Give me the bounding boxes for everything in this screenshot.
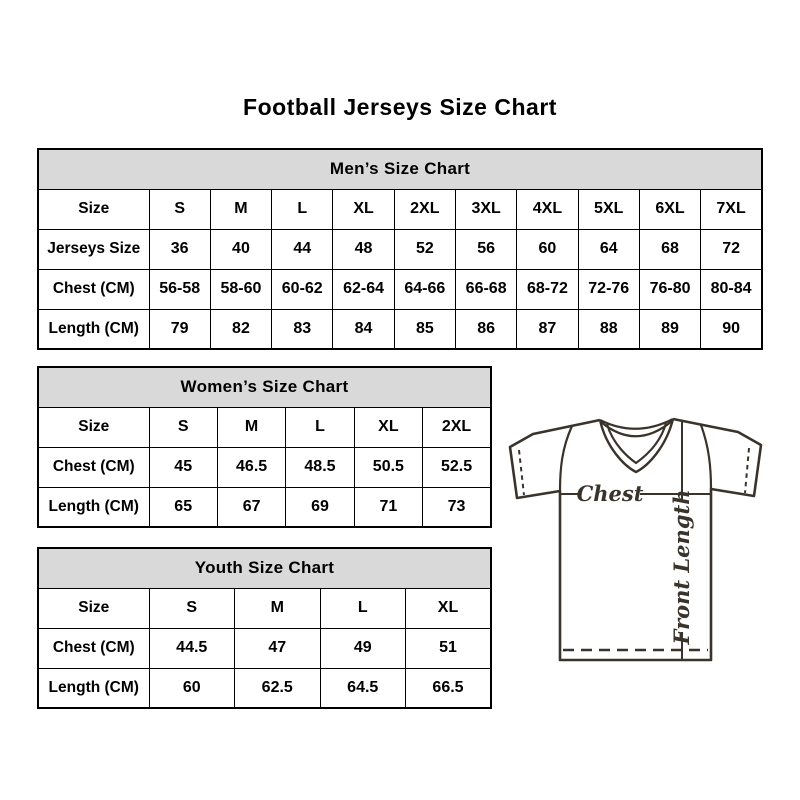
value-cell: 58-60 [210,269,271,309]
value-cell: 46.5 [217,447,285,487]
value-cell: 83 [272,309,333,349]
value-cell: 80-84 [701,269,762,309]
table-title: Youth Size Chart [38,548,491,588]
value-cell: 5XL [578,189,639,229]
value-cell: 3XL [455,189,516,229]
value-cell: 2XL [423,407,491,447]
value-cell: 52.5 [423,447,491,487]
row-label: Length (CM) [38,309,149,349]
row-label: Length (CM) [38,487,149,527]
row-label: Size [38,407,149,447]
value-cell: 6XL [639,189,700,229]
womens-size-table [37,366,492,528]
value-cell: 88 [578,309,639,349]
value-cell: M [217,407,285,447]
value-cell: 44.5 [149,628,235,668]
value-cell: 68-72 [517,269,578,309]
chest-measure-label: Chest [576,481,644,506]
value-cell: 60-62 [272,269,333,309]
table-title: Men’s Size Chart [38,149,762,189]
value-cell: L [286,407,354,447]
value-cell: 56-58 [149,269,210,309]
value-cell: S [149,588,235,628]
value-cell: M [235,588,321,628]
value-cell: 45 [149,447,217,487]
value-cell: 62.5 [235,668,321,708]
value-cell: 2XL [394,189,455,229]
value-cell: 76-80 [639,269,700,309]
value-cell: 85 [394,309,455,349]
value-cell: S [149,407,217,447]
value-cell: 36 [149,229,210,269]
value-cell: 71 [354,487,422,527]
value-cell: 48 [333,229,394,269]
value-cell: 44 [272,229,333,269]
row-label: Size [38,588,149,628]
left-cuff-stitch [519,450,524,495]
value-cell: 72 [701,229,762,269]
value-cell: 51 [406,628,492,668]
value-cell: 79 [149,309,210,349]
row-label: Chest (CM) [38,628,149,668]
value-cell: 50.5 [354,447,422,487]
value-cell: 66-68 [455,269,516,309]
table-title: Women’s Size Chart [38,367,491,407]
value-cell: 89 [639,309,700,349]
value-cell: L [320,588,406,628]
value-cell: 84 [333,309,394,349]
value-cell: 7XL [701,189,762,229]
value-cell: 4XL [517,189,578,229]
value-cell: 67 [217,487,285,527]
value-cell: 49 [320,628,406,668]
value-cell: 56 [455,229,516,269]
jersey-measurement-diagram [503,405,777,667]
value-cell: 87 [517,309,578,349]
row-label: Size [38,189,149,229]
value-cell: S [149,189,210,229]
value-cell: 40 [210,229,271,269]
value-cell: 72-76 [578,269,639,309]
value-cell: XL [354,407,422,447]
value-cell: 60 [149,668,235,708]
jersey-body-outline [510,419,761,660]
value-cell: 48.5 [286,447,354,487]
value-cell: 90 [701,309,762,349]
left-armhole-seam [560,426,572,491]
right-cuff-stitch [745,448,749,493]
value-cell: 73 [423,487,491,527]
value-cell: 65 [149,487,217,527]
front-length-measure-label: Front Length [669,489,694,645]
row-label: Jerseys Size [38,229,149,269]
value-cell: 66.5 [406,668,492,708]
jersey-illustration [503,405,777,667]
page-title: Football Jerseys Size Chart [243,94,557,120]
value-cell: 64-66 [394,269,455,309]
value-cell: 62-64 [333,269,394,309]
value-cell: 64 [578,229,639,269]
value-cell: 68 [639,229,700,269]
mens-size-table [37,148,763,350]
value-cell: XL [333,189,394,229]
right-armhole-seam [701,425,711,489]
value-cell: M [210,189,271,229]
row-label: Length (CM) [38,668,149,708]
youth-size-table [37,547,492,709]
value-cell: 69 [286,487,354,527]
row-label: Chest (CM) [38,447,149,487]
value-cell: XL [406,588,492,628]
value-cell: 52 [394,229,455,269]
value-cell: L [272,189,333,229]
value-cell: 86 [455,309,516,349]
value-cell: 60 [517,229,578,269]
value-cell: 82 [210,309,271,349]
row-label: Chest (CM) [38,269,149,309]
value-cell: 47 [235,628,321,668]
value-cell: 64.5 [320,668,406,708]
